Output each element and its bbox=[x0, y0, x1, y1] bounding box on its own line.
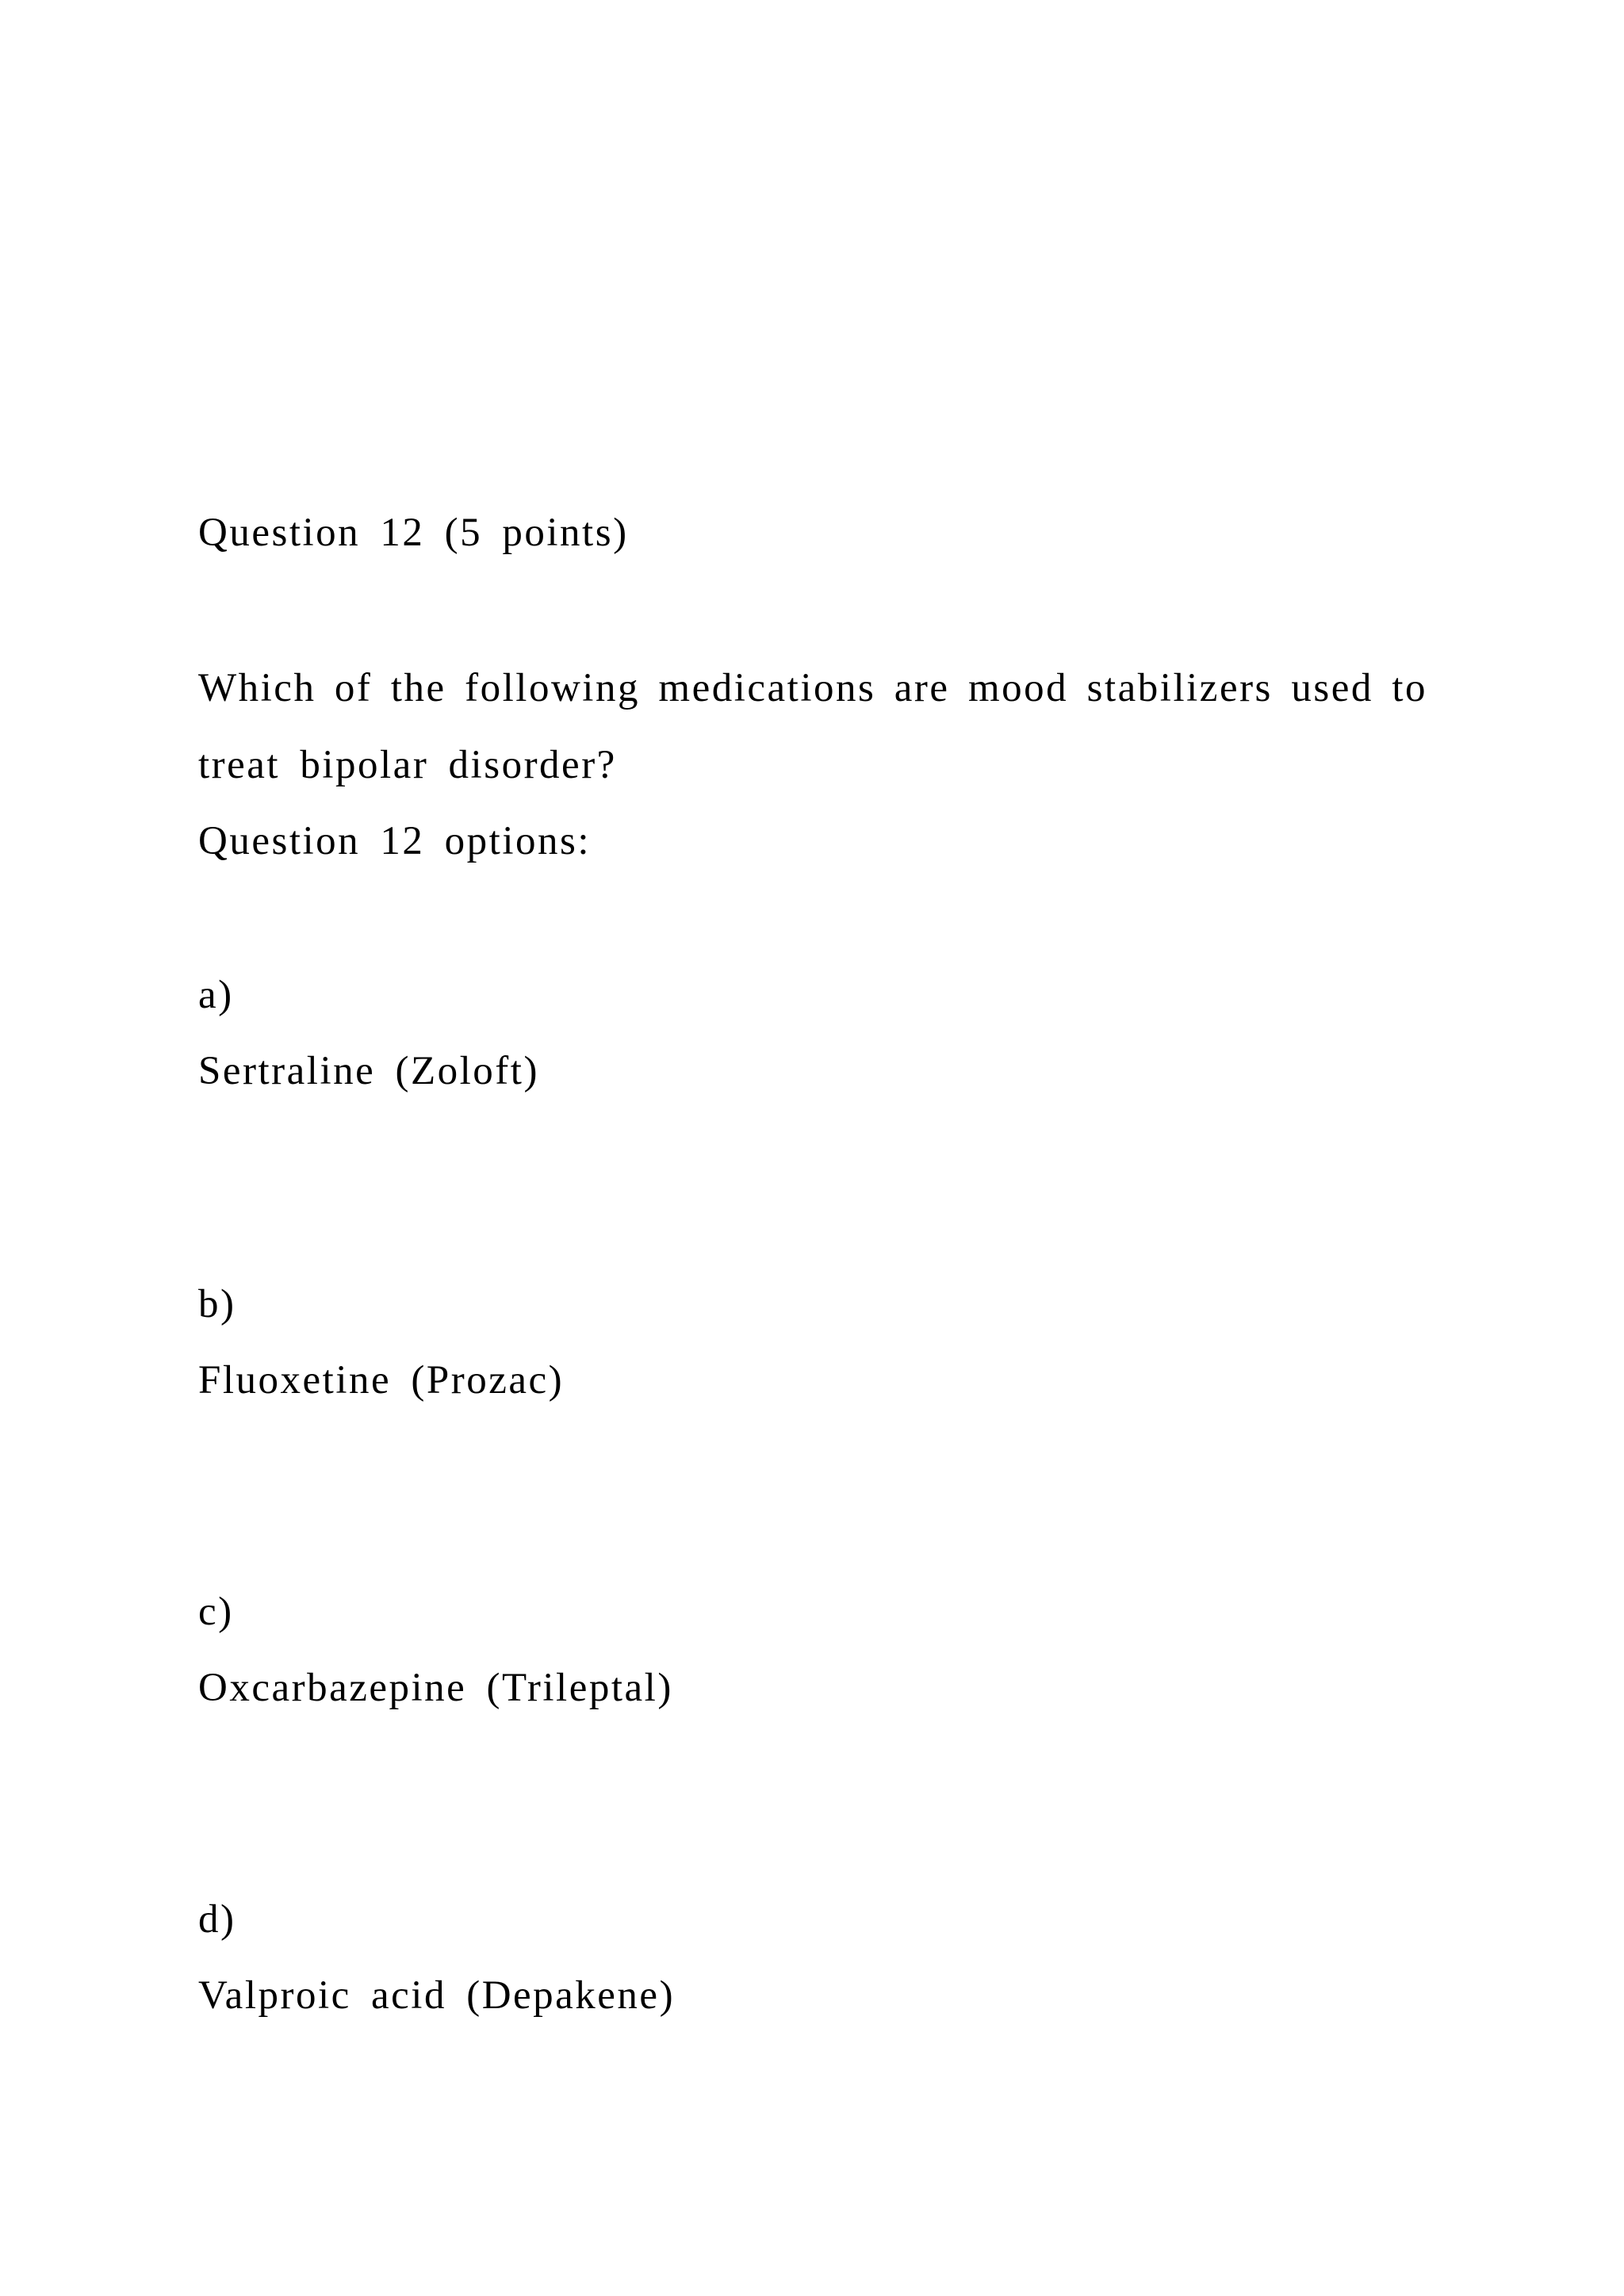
option-d-text: Valproic acid (Depakene) bbox=[198, 1973, 676, 2018]
option-b-text: Fluoxetine (Prozac) bbox=[198, 1358, 565, 1402]
option-c-letter: c) bbox=[198, 1590, 234, 1634]
option-a-letter: a) bbox=[198, 973, 234, 1017]
option-b-letter: b) bbox=[198, 1282, 236, 1326]
question-header: Question 12 (5 points) bbox=[198, 511, 629, 555]
question-text-line-2: treat bipolar disorder? bbox=[198, 743, 617, 787]
option-c-text: Oxcarbazepine (Trileptal) bbox=[198, 1666, 673, 1710]
option-d-letter: d) bbox=[198, 1897, 236, 1942]
question-text-line-1: Which of the following medications are mood stabilizers used to bbox=[198, 666, 1427, 710]
options-label: Question 12 options: bbox=[198, 819, 592, 863]
option-a-text: Sertraline (Zoloft) bbox=[198, 1049, 539, 1093]
